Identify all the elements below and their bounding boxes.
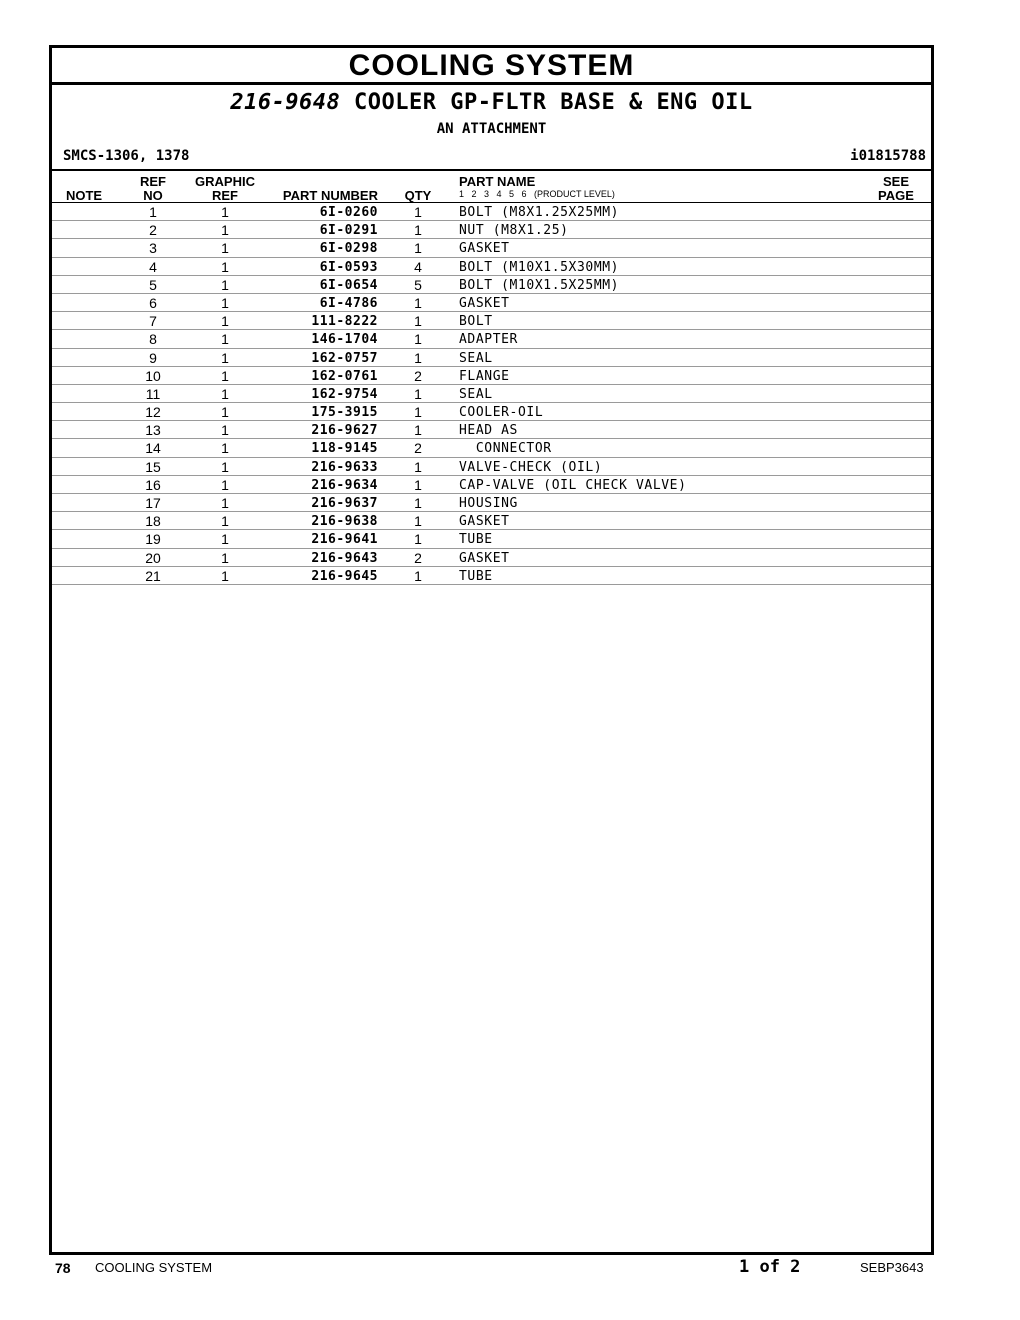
col-header-ref-no-line1: REF	[140, 174, 166, 189]
graphic-ref-cell: 1	[221, 313, 229, 330]
header-divider-top	[52, 169, 931, 171]
qty-cell: 1	[414, 476, 422, 493]
ref-no-cell: 19	[145, 531, 161, 548]
qty-cell: 1	[414, 204, 422, 220]
qty-cell: 1	[414, 422, 422, 439]
ref-no-cell: 15	[145, 458, 161, 475]
illustration-id: i01815788	[850, 148, 926, 164]
graphic-ref-cell: 1	[221, 385, 229, 402]
table-row	[52, 221, 931, 239]
part-number-cell: 6I-4786	[319, 295, 378, 311]
qty-cell: 1	[414, 495, 422, 511]
graphic-ref-cell: 1	[221, 331, 229, 348]
part-name-cell: ADAPTER	[459, 332, 518, 348]
part-name-cell: HEAD AS	[459, 423, 518, 439]
col-header-see-page-line1: SEE	[882, 174, 909, 189]
graphic-ref-cell: 1	[221, 258, 229, 275]
qty-cell: 5	[414, 276, 422, 293]
part-name-cell: GASKET	[459, 241, 510, 257]
ref-no-cell: 10	[145, 367, 161, 384]
ref-no-cell: 13	[145, 422, 161, 439]
part-number-cell: 6I-0260	[319, 205, 378, 220]
graphic-ref-cell: 1	[221, 531, 229, 548]
part-name-cell: SEAL	[459, 350, 493, 366]
qty-cell: 1	[414, 294, 422, 311]
footer-section: COOLING SYSTEM	[95, 1260, 213, 1275]
graphic-ref-cell: 1	[221, 513, 229, 530]
part-number-cell: 216-9627	[311, 423, 378, 439]
col-header-part-number: PART NUMBER	[282, 188, 378, 203]
col-header-ref-no-line2: NO	[143, 188, 163, 203]
graphic-ref-cell: 1	[221, 294, 229, 311]
col-header-qty: QTY	[404, 188, 432, 203]
table-row	[52, 458, 931, 476]
table-row	[52, 494, 931, 512]
part-name-cell: COOLER-OIL	[459, 405, 544, 421]
graphic-ref-cell: 1	[221, 440, 229, 457]
part-name-cell: GASKET	[459, 514, 510, 530]
qty-cell: 1	[414, 385, 422, 402]
qty-cell: 1	[414, 531, 422, 548]
ref-no-cell: 3	[149, 240, 157, 257]
part-name-cell: HOUSING	[459, 496, 518, 511]
assembly-subtitle: AN ATTACHMENT	[436, 121, 547, 137]
table-row	[52, 403, 931, 421]
graphic-ref-cell: 1	[221, 567, 229, 584]
ref-no-cell: 6	[149, 294, 157, 311]
table-row	[52, 567, 931, 585]
qty-cell: 1	[414, 313, 422, 330]
product-level-scale: 1 2 3 4 5 6 (PRODUCT LEVEL)	[459, 189, 615, 199]
graphic-ref-cell: 1	[221, 204, 229, 220]
graphic-ref-cell: 1	[221, 240, 229, 257]
table-row	[52, 530, 931, 548]
part-number-cell: 6I-0654	[319, 277, 378, 293]
part-name-cell: CAP-VALVE (OIL CHECK VALVE)	[459, 477, 687, 493]
part-number-cell: 6I-0298	[319, 241, 378, 257]
qty-cell: 2	[414, 549, 422, 566]
col-header-see-page	[870, 175, 922, 203]
part-number-cell: 216-9643	[311, 550, 378, 566]
qty-cell: 1	[414, 240, 422, 257]
smcs-code: SMCS-1306, 1378	[63, 148, 190, 164]
graphic-ref-cell: 1	[221, 422, 229, 439]
graphic-ref-cell: 1	[221, 458, 229, 475]
part-name-cell: GASKET	[459, 295, 510, 311]
part-name-cell: TUBE	[459, 568, 493, 584]
graphic-ref-cell: 1	[221, 367, 229, 384]
ref-no-cell: 11	[145, 385, 161, 402]
part-number-cell: 111-8222	[311, 314, 378, 330]
graphic-ref-cell: 1	[221, 349, 229, 366]
table-row	[52, 367, 931, 385]
part-number-cell: 162-0761	[311, 368, 378, 384]
part-name-cell: BOLT (M10X1.5X30MM)	[459, 259, 620, 275]
ref-no-cell: 8	[149, 331, 157, 348]
qty-cell: 1	[414, 567, 422, 584]
part-name-cell: NUT (M8X1.25)	[459, 223, 569, 239]
ref-no-cell: 4	[149, 258, 157, 275]
table-row	[52, 512, 931, 530]
col-header-see-page-line2: PAGE	[878, 188, 914, 203]
part-name-cell: VALVE-CHECK (OIL)	[459, 459, 603, 475]
assembly-title	[52, 90, 931, 115]
part-number-cell: 6I-0593	[319, 259, 378, 275]
part-number-cell: 162-9754	[311, 386, 378, 402]
table-row	[52, 294, 931, 312]
part-name-cell: SEAL	[459, 386, 493, 402]
ref-no-cell: 2	[149, 222, 157, 239]
part-number-cell: 175-3915	[311, 405, 378, 421]
ref-no-cell: 20	[145, 549, 161, 566]
table-row	[52, 476, 931, 494]
ref-no-cell: 17	[145, 495, 161, 511]
graphic-ref-cell: 1	[221, 404, 229, 421]
qty-cell: 2	[414, 367, 422, 384]
part-number-cell: 162-0757	[311, 350, 378, 366]
table-row	[52, 312, 931, 330]
part-name-cell: BOLT (M10X1.5X25MM)	[459, 277, 620, 293]
part-name-cell: FLANGE	[459, 368, 510, 384]
qty-cell: 2	[414, 440, 422, 457]
table-row	[52, 330, 931, 348]
footer-document-number: SEBP3643	[860, 1260, 924, 1275]
qty-cell: 1	[414, 404, 422, 421]
part-name-cell: GASKET	[459, 550, 510, 566]
col-header-note: NOTE	[65, 188, 103, 203]
table-row	[52, 549, 931, 567]
part-number-cell: 118-9145	[311, 441, 378, 457]
col-header-ref-no	[134, 175, 172, 203]
ref-no-cell: 1	[149, 204, 157, 220]
part-name-cell: BOLT	[459, 314, 493, 330]
table-row	[52, 258, 931, 276]
table-row	[52, 421, 931, 439]
qty-cell: 1	[414, 331, 422, 348]
table-row	[52, 276, 931, 294]
part-number-cell: 216-9641	[311, 532, 378, 548]
qty-cell: 4	[414, 258, 422, 275]
graphic-ref-cell: 1	[221, 549, 229, 566]
qty-cell: 1	[414, 349, 422, 366]
part-number-cell: 216-9633	[311, 459, 378, 475]
parts-page-frame	[49, 45, 934, 1255]
graphic-ref-cell: 1	[221, 222, 229, 239]
part-number-cell: 6I-0291	[319, 223, 378, 239]
table-row	[52, 349, 931, 367]
part-number-cell: 146-1704	[311, 332, 378, 348]
footer-page-number: 78	[55, 1260, 71, 1276]
ref-no-cell: 9	[149, 349, 157, 366]
ref-no-cell: 5	[149, 276, 157, 293]
part-name-cell: BOLT (M8X1.25X25MM)	[459, 205, 620, 220]
table-row	[52, 385, 931, 403]
graphic-ref-cell: 1	[221, 276, 229, 293]
part-number-cell: 216-9637	[311, 496, 378, 511]
section-title: COOLING SYSTEM	[52, 48, 931, 85]
qty-cell: 1	[414, 513, 422, 530]
col-header-graphic-ref-line1: GRAPHIC	[195, 174, 255, 189]
col-header-part-name: PART NAME	[459, 174, 536, 189]
ref-no-cell: 21	[145, 567, 161, 584]
table-row	[52, 203, 931, 221]
col-header-graphic-ref	[190, 175, 260, 203]
part-name-cell: TUBE	[459, 532, 493, 548]
part-number-cell: 216-9645	[311, 568, 378, 584]
part-number-cell: 216-9634	[311, 477, 378, 493]
ref-no-cell: 7	[149, 313, 157, 330]
ref-no-cell: 18	[145, 513, 161, 530]
qty-cell: 1	[414, 458, 422, 475]
graphic-ref-cell: 1	[221, 495, 229, 511]
ref-no-cell: 14	[145, 440, 161, 457]
part-number-cell: 216-9638	[311, 514, 378, 530]
parts-list	[52, 203, 931, 585]
footer-sheet: 1 of 2	[739, 1257, 801, 1277]
table-row	[52, 239, 931, 257]
ref-no-cell: 16	[145, 476, 161, 493]
assembly-name: COOLER GP-FLTR BASE & ENG OIL	[354, 90, 753, 115]
graphic-ref-cell: 1	[221, 476, 229, 493]
part-name-cell: CONNECTOR	[459, 441, 552, 457]
ref-no-cell: 12	[145, 404, 161, 421]
qty-cell: 1	[414, 222, 422, 239]
col-header-graphic-ref-line2: REF	[212, 188, 238, 203]
table-row	[52, 439, 931, 457]
assembly-number: 216-9648	[230, 90, 341, 115]
